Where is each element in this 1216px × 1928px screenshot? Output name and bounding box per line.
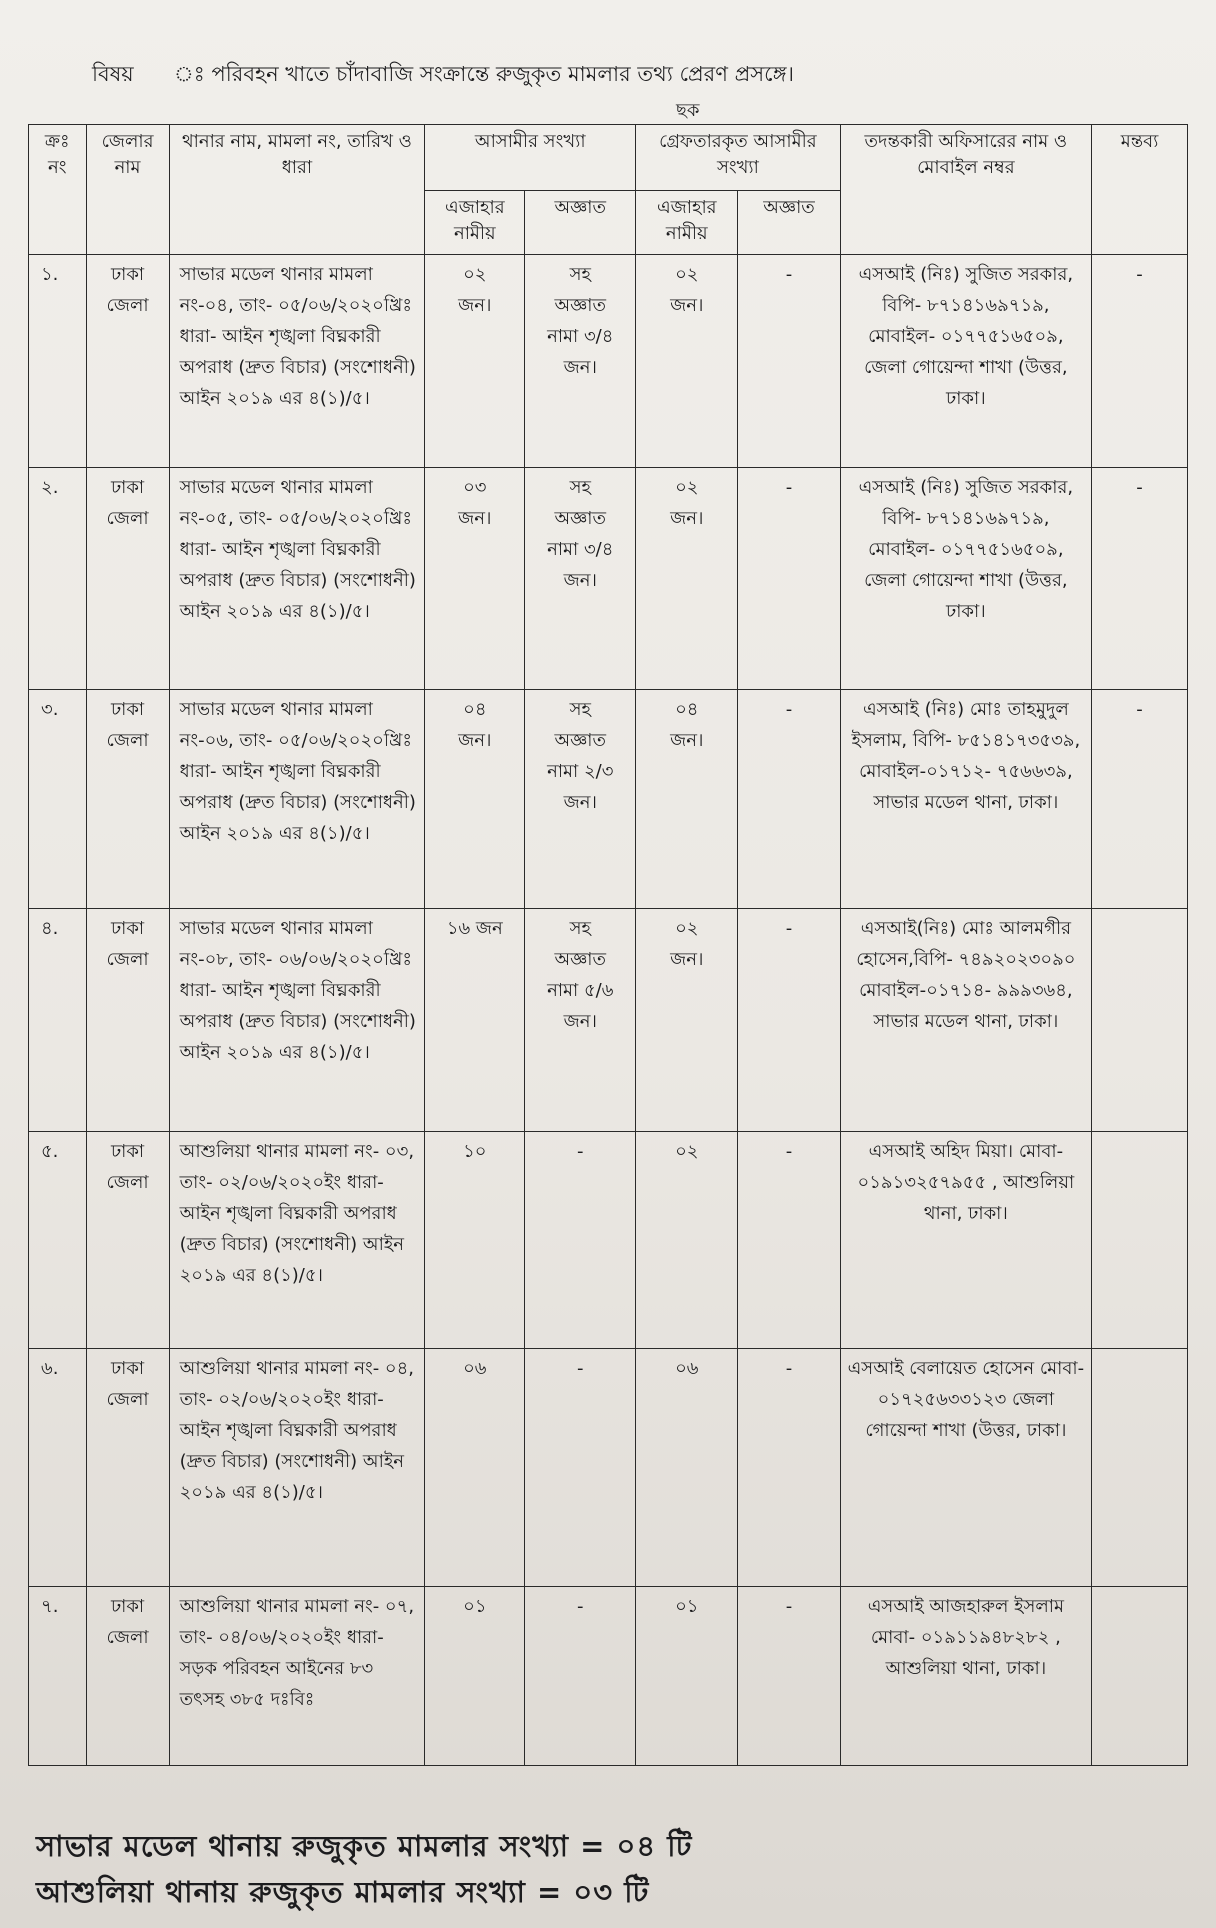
subject-label: বিষয় bbox=[92, 62, 134, 86]
cell-arrested-unknown: - bbox=[738, 1349, 840, 1586]
table-row bbox=[29, 468, 1188, 689]
cell-officer: এসআই (নিঃ) মোঃ তাহমুদুল ইসলাম, বিপি- ৮৫১৪১৭৩৫৩৯, মোবাইল-০১৭১২- ৭৫৬৬৩৯, সাভার মডেল থানা, ঢাকা। bbox=[840, 689, 1091, 908]
cell-arrested-named: ০৬ bbox=[636, 1349, 738, 1586]
cell-remarks: - bbox=[1092, 468, 1188, 689]
table-body bbox=[29, 255, 1188, 1766]
cell-remarks bbox=[1092, 1586, 1188, 1765]
cell-officer: এসআই বেলায়েত হোসেন মোবা- ০১৭২৫৬৩৩১২৩ জেলা গোয়েন্দা শাখা (উত্তর, ঢাকা। bbox=[840, 1349, 1091, 1586]
cell-serial: ৬. bbox=[29, 1349, 87, 1586]
cell-accused-named: ০৬ bbox=[425, 1349, 525, 1586]
cell-remarks bbox=[1092, 908, 1188, 1131]
header-remarks: মন্তব্য bbox=[1092, 125, 1188, 255]
cell-officer: এসআই অহিদ মিয়া। মোবা- ০১৯১৩২৫৭৯৫৫ , আশুলিয়া থানা, ঢাকা। bbox=[840, 1132, 1091, 1349]
table-row bbox=[29, 1349, 1188, 1586]
cell-officer: এসআই (নিঃ) সুজিত সরকার, বিপি- ৮৭১৪১৬৯৭১৯, মোবাইল- ০১৭৭৫১৬৫০৯, জেলা গোয়েন্দা শাখা (উত্তর, ঢাকা। bbox=[840, 468, 1091, 689]
header-officer: তদন্তকারী অফিসারের নাম ও মোবাইল নম্বর bbox=[840, 125, 1091, 255]
cell-accused-named: ১৬ জন bbox=[425, 908, 525, 1131]
cell-remarks: - bbox=[1092, 689, 1188, 908]
subject-text: ঃ পরিবহন খাতে চাঁদাবাজি সংক্রান্তে রুজুকৃত মামলার তথ্য প্রেরণ প্রসঙ্গে। bbox=[174, 62, 795, 86]
cell-arrested-unknown: - bbox=[738, 468, 840, 689]
cell-arrested-named: ০৪ জন। bbox=[636, 689, 738, 908]
cell-arrested-named: ০২ bbox=[636, 1132, 738, 1349]
cell-accused-unknown: সহ অজ্ঞাত নামা ৩/৪ জন। bbox=[525, 255, 636, 468]
table-row bbox=[29, 1586, 1188, 1765]
cell-case: আশুলিয়া থানার মামলা নং- ০৩, তাং- ০২/০৬/২০২০ইং ধারা- আইন শৃঙ্খলা বিঘ্নকারী অপরাধ (দ্রুত বিচার) (সংশোধনী) আইন ২০১৯ এর ৪(১)/৫। bbox=[169, 1132, 425, 1349]
cell-case: আশুলিয়া থানার মামলা নং- ০৭, তাং- ০৪/০৬/২০২০ইং ধারা- সড়ক পরিবহন আইনের ৮৩ তৎসহ ৩৮৫ দঃবিঃ bbox=[169, 1586, 425, 1765]
cell-serial: ১. bbox=[29, 255, 87, 468]
subject-line bbox=[92, 58, 1172, 90]
cell-accused-unknown: - bbox=[525, 1132, 636, 1349]
table-row bbox=[29, 1132, 1188, 1349]
header-case-info: থানার নাম, মামলা নং, তারিখ ও ধারা bbox=[169, 125, 425, 255]
cell-serial: ৪. bbox=[29, 908, 87, 1131]
cell-case: আশুলিয়া থানার মামলা নং- ০৪, তাং- ০২/০৬/২০২০ইং ধারা- আইন শৃঙ্খলা বিঘ্নকারী অপরাধ (দ্রুত বিচার) (সংশোধনী) আইন ২০১৯ এর ৪(১)/৫। bbox=[169, 1349, 425, 1586]
cell-arrested-unknown: - bbox=[738, 1586, 840, 1765]
cell-arrested-unknown: - bbox=[738, 908, 840, 1131]
table-title: ছক bbox=[676, 100, 700, 121]
summary-ashulia: আশুলিয়া থানায় রুজুকৃত মামলার সংখ্যা = ০৩ টি bbox=[36, 1875, 650, 1909]
cell-arrested-unknown: - bbox=[738, 255, 840, 468]
cell-district: ঢাকা জেলা bbox=[86, 689, 169, 908]
header-arrested-count: গ্রেফতারকৃত আসামীর সংখ্যা bbox=[636, 125, 841, 191]
cell-officer: এসআই (নিঃ) সুজিত সরকার, বিপি- ৮৭১৪১৬৯৭১৯, মোবাইল- ০১৭৭৫১৬৫০৯, জেলা গোয়েন্দা শাখা (উত্তর, ঢাকা। bbox=[840, 255, 1091, 468]
cell-accused-named: ০২ জন। bbox=[425, 255, 525, 468]
cell-accused-unknown: সহ অজ্ঞাত নামা ২/৩ জন। bbox=[525, 689, 636, 908]
cell-district: ঢাকা জেলা bbox=[86, 1349, 169, 1586]
header-arrested-unknown: অজ্ঞাত bbox=[738, 191, 840, 255]
header-accused-count: আসামীর সংখ্যা bbox=[425, 125, 636, 191]
cell-arrested-unknown: - bbox=[738, 689, 840, 908]
header-accused-unknown: অজ্ঞাত bbox=[525, 191, 636, 255]
cell-remarks bbox=[1092, 1349, 1188, 1586]
cell-serial: ২. bbox=[29, 468, 87, 689]
cell-arrested-named: ০১ bbox=[636, 1586, 738, 1765]
cell-case: সাভার মডেল থানার মামলা নং-০৮, তাং- ০৬/০৬/২০২০খ্রিঃ ধারা- আইন শৃঙ্খলা বিঘ্নকারী অপরাধ (দ্রুত বিচার) (সংশোধনী) আইন ২০১৯ এর ৪(১)/৫। bbox=[169, 908, 425, 1131]
cell-remarks bbox=[1092, 1132, 1188, 1349]
cell-arrested-named: ০২ জন। bbox=[636, 468, 738, 689]
cell-accused-unknown: - bbox=[525, 1586, 636, 1765]
case-table bbox=[28, 124, 1188, 1766]
table-row bbox=[29, 255, 1188, 468]
header-district: জেলার নাম bbox=[86, 125, 169, 255]
cell-district: ঢাকা জেলা bbox=[86, 908, 169, 1131]
summary-savar: সাভার মডেল থানায় রুজুকৃত মামলার সংখ্যা = ০৪ টি bbox=[36, 1829, 693, 1863]
cell-accused-unknown: সহ অজ্ঞাত নামা ৩/৪ জন। bbox=[525, 468, 636, 689]
cell-serial: ৩. bbox=[29, 689, 87, 908]
header-serial: ক্রঃ নং bbox=[29, 125, 87, 255]
cell-serial: ৭. bbox=[29, 1586, 87, 1765]
cell-district: ঢাকা জেলা bbox=[86, 1586, 169, 1765]
cell-serial: ৫. bbox=[29, 1132, 87, 1349]
cell-officer: এসআই(নিঃ) মোঃ আলমগীর হোসেন,বিপি- ৭৪৯২০২৩০৯০ মোবাইল-০১৭১৪- ৯৯৯৩৬৪, সাভার মডেল থানা, ঢাকা। bbox=[840, 908, 1091, 1131]
cell-accused-named: ০৩ জন। bbox=[425, 468, 525, 689]
cell-case: সাভার মডেল থানার মামলা নং-০৬, তাং- ০৫/০৬/২০২০খ্রিঃ ধারা- আইন শৃঙ্খলা বিঘ্নকারী অপরাধ (দ্রুত বিচার) (সংশোধনী) আইন ২০১৯ এর ৪(১)/৫। bbox=[169, 689, 425, 908]
cell-district: ঢাকা জেলা bbox=[86, 468, 169, 689]
cell-arrested-named: ০২ জন। bbox=[636, 908, 738, 1131]
cell-accused-unknown: সহ অজ্ঞাত নামা ৫/৬ জন। bbox=[525, 908, 636, 1131]
cell-arrested-named: ০২ জন। bbox=[636, 255, 738, 468]
cell-accused-unknown: - bbox=[525, 1349, 636, 1586]
cell-accused-named: ০১ bbox=[425, 1586, 525, 1765]
cell-remarks: - bbox=[1092, 255, 1188, 468]
cell-arrested-unknown: - bbox=[738, 1132, 840, 1349]
cell-case: সাভার মডেল থানার মামলা নং-০৪, তাং- ০৫/০৬/২০২০খ্রিঃ ধারা- আইন শৃঙ্খলা বিঘ্নকারী অপরাধ (দ্রুত বিচার) (সংশোধনী) আইন ২০১৯ এর ৪(১)/৫। bbox=[169, 255, 425, 468]
cell-district: ঢাকা জেলা bbox=[86, 1132, 169, 1349]
cell-accused-named: ০৪ জন। bbox=[425, 689, 525, 908]
table-row bbox=[29, 689, 1188, 908]
cell-officer: এসআই আজহারুল ইসলাম মোবা- ০১৯১১৯৪৮২৮২ , আশুলিয়া থানা, ঢাকা। bbox=[840, 1586, 1091, 1765]
header-accused-named: এজাহার নামীয় bbox=[425, 191, 525, 255]
cell-case: সাভার মডেল থানার মামলা নং-০৫, তাং- ০৫/০৬/২০২০খ্রিঃ ধারা- আইন শৃঙ্খলা বিঘ্নকারী অপরাধ (দ্রুত বিচার) (সংশোধনী) আইন ২০১৯ এর ৪(১)/৫। bbox=[169, 468, 425, 689]
table-row bbox=[29, 908, 1188, 1131]
cell-district: ঢাকা জেলা bbox=[86, 255, 169, 468]
cell-accused-named: ১০ bbox=[425, 1132, 525, 1349]
header-arrested-named: এজাহার নামীয় bbox=[636, 191, 738, 255]
